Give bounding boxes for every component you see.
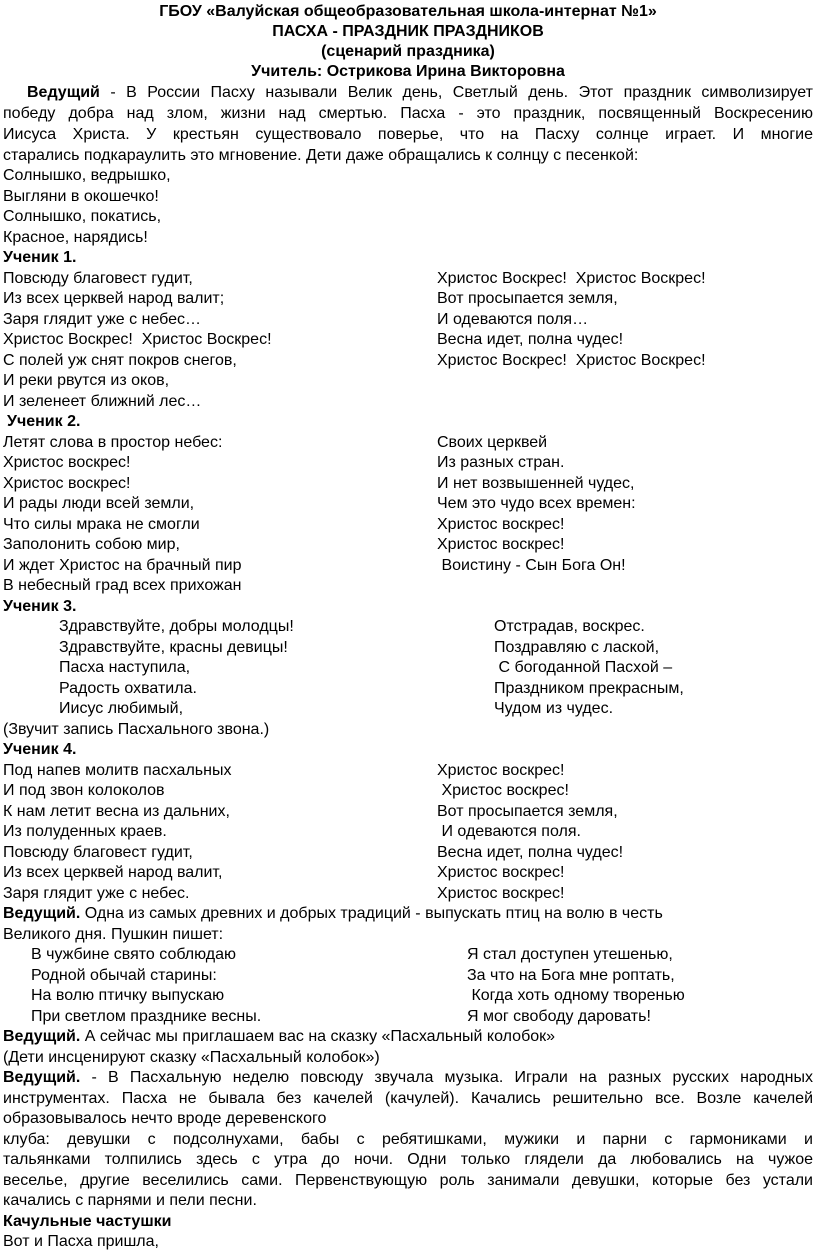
- student-2-label: Ученик 2.: [7, 413, 81, 430]
- intro-paragraph-line: Иисуса Христа. У крестьян существовало поверье, что на Пасху солнце играет. И многие: [3, 126, 813, 143]
- poem-line: С богоданной Пасхой –: [494, 659, 673, 676]
- poem-line: Заполонить собою мир,: [3, 536, 180, 553]
- host-paragraph-line: [3, 1068, 813, 1088]
- poem-line: Иисус любимый,: [59, 700, 184, 717]
- poem-line: Летят слова в простор небес:: [3, 434, 223, 451]
- host-paragraph-line: [3, 1027, 555, 1047]
- speaker-label: Ведущий.: [3, 1028, 81, 1045]
- poem-line: Радость охватила.: [59, 680, 197, 697]
- poem-line: Весна идет, полна чудес!: [437, 844, 624, 861]
- poem-line: Христос воскрес!: [437, 762, 565, 779]
- poem-line: И одеваются поля…: [437, 311, 589, 328]
- poem-line: Христос воскрес!: [3, 454, 131, 471]
- song-line: Солнышко, покатись,: [3, 208, 162, 225]
- poem-line: Из полуденных краев.: [3, 823, 167, 840]
- speaker-label: Ведущий.: [3, 1069, 81, 1086]
- song-line: Красное, нарядись!: [3, 229, 148, 246]
- poem-line: За что на Бога мне роптать,: [467, 967, 675, 984]
- poem-line: Христос воскрес!: [437, 516, 565, 533]
- poem-line: И реки рвутся из оков,: [3, 372, 170, 389]
- host-paragraph-line: качались с парнями и пели песни.: [3, 1192, 257, 1209]
- text-run: - В Пасхальную неделю повсюду звучала музыка. Играли на разных русских народных: [80, 1069, 813, 1086]
- poem-line: На волю птичку выпускаю: [31, 987, 225, 1004]
- poem-line: Повсюду благовест гудит,: [3, 844, 193, 861]
- poem-line: Отстрадав, воскрес.: [494, 618, 645, 635]
- poem-line: Что силы мрака не смогли: [3, 516, 200, 533]
- poem-line: С полей уж снят покров снегов,: [3, 352, 237, 369]
- intro-paragraph-line: [3, 83, 813, 103]
- poem-line: Из всех церквей народ валит;: [3, 290, 225, 307]
- text-run: Одна из самых древних и добрых традиций - выпускать птиц на волю в честь: [80, 905, 663, 922]
- poem-line: Из разных стран.: [437, 454, 565, 471]
- poem-line: Христос воскрес!: [437, 782, 569, 799]
- poem-line: И зеленеет ближний лес…: [3, 393, 202, 410]
- poem-line: Когда хоть одному творенью: [467, 987, 685, 1004]
- poem-line: Вот и Пасха пришла,: [3, 1233, 159, 1250]
- poem-line: Чудом из чудес.: [494, 700, 614, 717]
- poem-line: Христос воскрес!: [437, 885, 565, 902]
- stage-direction: (Звучит запись Пасхального звона.): [3, 721, 270, 738]
- intro-paragraph-line: победу добра над злом, жизни над смертью. Пасха - это праздник, посвященный Воскресению: [3, 105, 813, 122]
- poem-line: Христос воскрес!: [3, 475, 131, 492]
- poem-line: Под напев молитв пасхальных: [3, 762, 232, 779]
- poem-line: Здравствуйте, красны девицы!: [59, 639, 288, 656]
- song-line: Солнышко, ведрышко,: [3, 167, 171, 184]
- poem-line: Христос Воскрес! Христос Воскрес!: [3, 331, 272, 348]
- song-line: Выгляни в окошечко!: [3, 188, 159, 205]
- poem-line: Весна идет, полна чудес!: [437, 331, 624, 348]
- poem-line: Христос воскрес!: [437, 864, 565, 881]
- poem-line: К нам летит весна из дальних,: [3, 803, 230, 820]
- school-name: ГБОУ «Валуйская общеобразовательная школа-интернат №1»: [159, 3, 657, 20]
- host-paragraph-line: тальянками толпились здесь с утра до ночи. Одни только глядели да любовались на чужое: [3, 1151, 813, 1168]
- poem-line: Родной обычай старины:: [31, 967, 217, 984]
- poem-line: Из всех церквей народ валит,: [3, 864, 223, 881]
- poem-line: Поздравляю с лаской,: [494, 639, 660, 656]
- poem-line: При светлом празднике весны.: [31, 1008, 262, 1025]
- speaker-label: Ведущий.: [3, 905, 81, 922]
- poem-line: Заря глядит уже с небес.: [3, 885, 190, 902]
- poem-line: Своих церквей: [437, 434, 548, 451]
- speaker-label: Ведущий: [27, 84, 100, 101]
- poem-line: Вот просыпается земля,: [437, 803, 618, 820]
- section-heading: Качульные частушки: [3, 1213, 172, 1230]
- poem-line: И рады люди всей земли,: [3, 495, 195, 512]
- poem-line: Христос Воскрес! Христос Воскрес!: [437, 270, 706, 287]
- host-paragraph-line: образовывалось нечто вроде деревенского: [3, 1110, 327, 1127]
- host-paragraph-line: [3, 904, 663, 924]
- poem-line: Христос Воскрес! Христос Воскрес!: [437, 352, 706, 369]
- poem-line: И одеваются поля.: [437, 823, 581, 840]
- poem-line: В чужбине свято соблюдаю: [31, 946, 237, 963]
- poem-line: И нет возвышенней чудес,: [437, 475, 635, 492]
- host-paragraph-line: инструментах. Пасха не бывала без качелей (качулей). Качались решительно все. Возле качелей: [3, 1090, 813, 1107]
- poem-line: Вот просыпается земля,: [437, 290, 618, 307]
- host-paragraph-line: Великого дня. Пушкин пишет:: [3, 926, 224, 943]
- poem-line: Здравствуйте, добры молодцы!: [59, 618, 294, 635]
- poem-line: Чем это чудо всех времен:: [437, 495, 636, 512]
- teacher-name: Учитель: Острикова Ирина Викторовна: [251, 63, 565, 80]
- student-3-label: Ученик 3.: [3, 598, 77, 615]
- poem-line: Я мог свободу даровать!: [467, 1008, 651, 1025]
- text-run: - В России Пасху называли Велик день, Светлый день. Этот праздник символизирует: [99, 84, 813, 101]
- poem-line: Воистину - Сын Бога Он!: [437, 557, 626, 574]
- page-subtitle: (сценарий праздника): [321, 43, 495, 60]
- poem-line: Я стал доступен утешенью,: [467, 946, 673, 963]
- poem-line: Праздником прекрасным,: [494, 680, 684, 697]
- host-paragraph-line: клуба: девушки с подсолнухами, бабы с ребятишками, мужики и парни с гармониками и: [3, 1131, 813, 1148]
- poem-line: Пасха наступила,: [59, 659, 191, 676]
- poem-line: И под звон колоколов: [3, 782, 165, 799]
- poem-line: Заря глядит уже с небес…: [3, 311, 202, 328]
- poem-line: Повсюду благовест гудит,: [3, 270, 193, 287]
- student-4-label: Ученик 4.: [3, 741, 77, 758]
- intro-paragraph-line: старались подкараулить это мгновение. Дети даже обращались к солнцу с песенкой:: [3, 147, 639, 164]
- text-run: А сейчас мы приглашаем вас на сказку «Пасхальный колобок»: [80, 1028, 556, 1045]
- poem-line: В небесный град всех прихожан: [3, 577, 242, 594]
- poem-line: Христос воскрес!: [437, 536, 565, 553]
- poem-line: И ждет Христос на брачный пир: [3, 557, 242, 574]
- host-paragraph-line: веселье, другие веселились сами. Первенствующую роль занимали девушки, которые без устали: [3, 1172, 813, 1189]
- student-1-label: Ученик 1.: [3, 249, 77, 266]
- stage-direction: (Дети инсценируют сказку «Пасхальный колобок»): [3, 1049, 380, 1066]
- page-title: ПАСХА - ПРАЗДНИК ПРАЗДНИКОВ: [272, 23, 544, 40]
